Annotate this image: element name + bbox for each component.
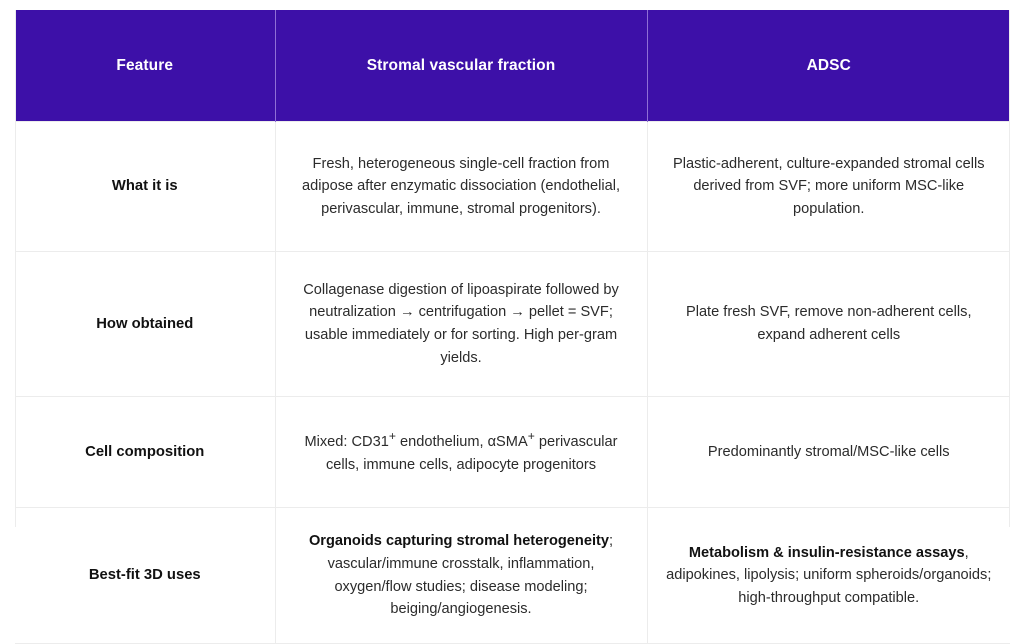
table-row [15,122,1010,252]
table-header [15,10,1010,122]
cell-text: Organoids capturing stromal heterogeneity; vascular/immune crosstalk, inflammation, oxygen/flow studies; disease modeling; beiging/angiogenesis. [308,533,614,618]
cell-text: Fresh, heterogeneous single-cell fraction from adipose after enzymatic dissociation (endothelial, perivascular, immune, stromal progenitors). [302,155,620,217]
column-header-stromal-vascular-fraction: Stromal vascular fraction [275,10,647,122]
cell-svf-best-fit-3d-uses [275,508,647,644]
column-header-adsc: ADSC [647,10,1010,122]
row-label-what-it-is: What it is [15,122,275,252]
cell-svf-what-it-is [275,122,647,252]
cell-adsc-how-obtained [647,252,1010,397]
table-body [15,122,1010,644]
cell-text: Metabolism & insulin-resistance assays, adipokines, lipolysis; uniform spheroids/organoids; high-throughput compatible. [666,544,992,606]
row-label-how-obtained: How obtained [15,252,275,397]
cell-text: Plate fresh SVF, remove non-adherent cells, expand adherent cells [685,304,972,343]
cell-text: Mixed: CD31+ endothelium, αSMA+ perivascular cells, immune cells, adipocyte progenitors [304,429,618,473]
cell-text: Plastic-adherent, culture-expanded stromal cells derived from SVF; more uniform MSC-like population. [673,155,985,217]
header-row [15,10,1010,122]
cell-adsc-best-fit-3d-uses [647,508,1010,644]
cell-svf-cell-composition [275,397,647,508]
cell-adsc-cell-composition [647,397,1010,508]
table-row [15,397,1010,508]
comparison-table-container [15,10,1010,618]
column-header-feature: Feature [15,10,275,122]
cell-svf-how-obtained [275,252,647,397]
row-label-cell-composition: Cell composition [15,397,275,508]
cell-text: Collagenase digestion of lipoaspirate followed by neutralization → centrifugation → pellet = SVF; usable immediately or for sorting. High per-gram yields. [303,281,619,366]
table-row [15,508,1010,644]
row-label-best-fit-3d-uses: Best-fit 3D uses [15,508,275,644]
cell-adsc-what-it-is [647,122,1010,252]
table-row [15,252,1010,397]
cell-text: Predominantly stromal/MSC-like cells [707,443,950,460]
comparison-table [15,10,1010,644]
